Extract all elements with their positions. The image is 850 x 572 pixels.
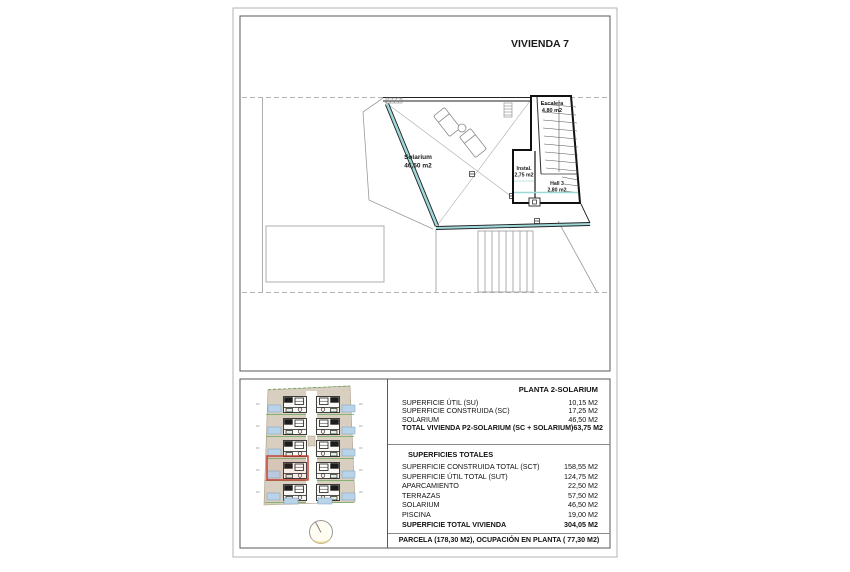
highlight-unit — [267, 456, 308, 480]
row-label: SUPERFICIE CONSTRUIDA TOTAL (SCT) — [402, 462, 540, 471]
driveway-island — [308, 436, 315, 446]
driveway — [306, 391, 317, 503]
row-label: APARCAMIENTO — [402, 481, 459, 491]
row-value: 19,00 M2 — [568, 509, 598, 519]
table-row — [402, 416, 598, 424]
plan-title: VIVIENDA 7 — [511, 38, 569, 50]
row-value: 63,75 M2 — [573, 423, 603, 432]
table-row — [402, 407, 598, 415]
totales-section-header: SUPERFICIES TOTALES — [408, 450, 494, 459]
room-label-escalera: Escalera — [540, 101, 564, 107]
room-area-solarium: 46,50 m2 — [404, 162, 432, 170]
door-symbol — [529, 198, 540, 206]
row-label: SUPERFICIE ÚTIL TOTAL (SUT) — [402, 471, 508, 481]
row-value: 57,50 M2 — [568, 490, 598, 500]
room-area-instal: 2,75 m2 — [514, 172, 534, 179]
table-row — [402, 462, 598, 472]
table-row — [402, 491, 598, 501]
room-label-hall: Hall 3 — [550, 181, 564, 187]
row-value: 46,50 M2 — [568, 500, 598, 510]
row-value: 46,50 M2 — [568, 415, 598, 424]
row-value: 124,75 M2 — [564, 471, 598, 481]
row-label: SUPERFICIE CONSTRUIDA (SC) — [402, 407, 510, 416]
row-label: SOLARIUM — [402, 415, 440, 424]
row-value: 304,05 M2 — [564, 519, 598, 529]
room-label-instal: Instal. — [516, 166, 532, 172]
parcela-footer: PARCELA (178,30 M2), OCUPACIÓN EN PLANTA ( 77,30 M2) — [398, 536, 600, 544]
row-value: 17,25 M2 — [568, 407, 598, 416]
row-value: 10,15 M2 — [568, 399, 598, 407]
row-label: TERRAZAS — [402, 490, 441, 500]
row-label: SUPERFICIE ÚTIL (SU) — [402, 399, 479, 407]
row-label: PISCINA — [402, 509, 431, 519]
room-area-hall: 2,80 m2 — [547, 187, 567, 194]
table-row — [402, 500, 598, 510]
row-value: 158,55 M2 — [564, 462, 598, 471]
planta-section-header: PLANTA 2-SOLARIUM — [518, 385, 598, 394]
row-value: 22,50 M2 — [568, 481, 598, 491]
planta-solarium-section — [387, 385, 611, 432]
table-row — [402, 399, 598, 407]
room-label-solarium: Solarium — [404, 154, 432, 161]
table-row — [402, 481, 598, 491]
side-table-icon — [458, 124, 466, 132]
compass-icon — [310, 521, 333, 544]
superficies-totales-section — [387, 450, 611, 529]
table-row-total — [402, 520, 598, 530]
table-row — [402, 472, 598, 482]
row-label: SUPERFICIE TOTAL VIVIENDA — [402, 519, 507, 529]
room-area-escalera: 4,80 m2 — [541, 108, 563, 114]
row-label: SOLARIUM — [402, 500, 440, 510]
row-label: TOTAL VIVIENDA P2-SOLARIUM (SC + SOLARIUM) — [402, 423, 574, 432]
table-row — [402, 510, 598, 520]
table-row-total — [402, 423, 603, 432]
